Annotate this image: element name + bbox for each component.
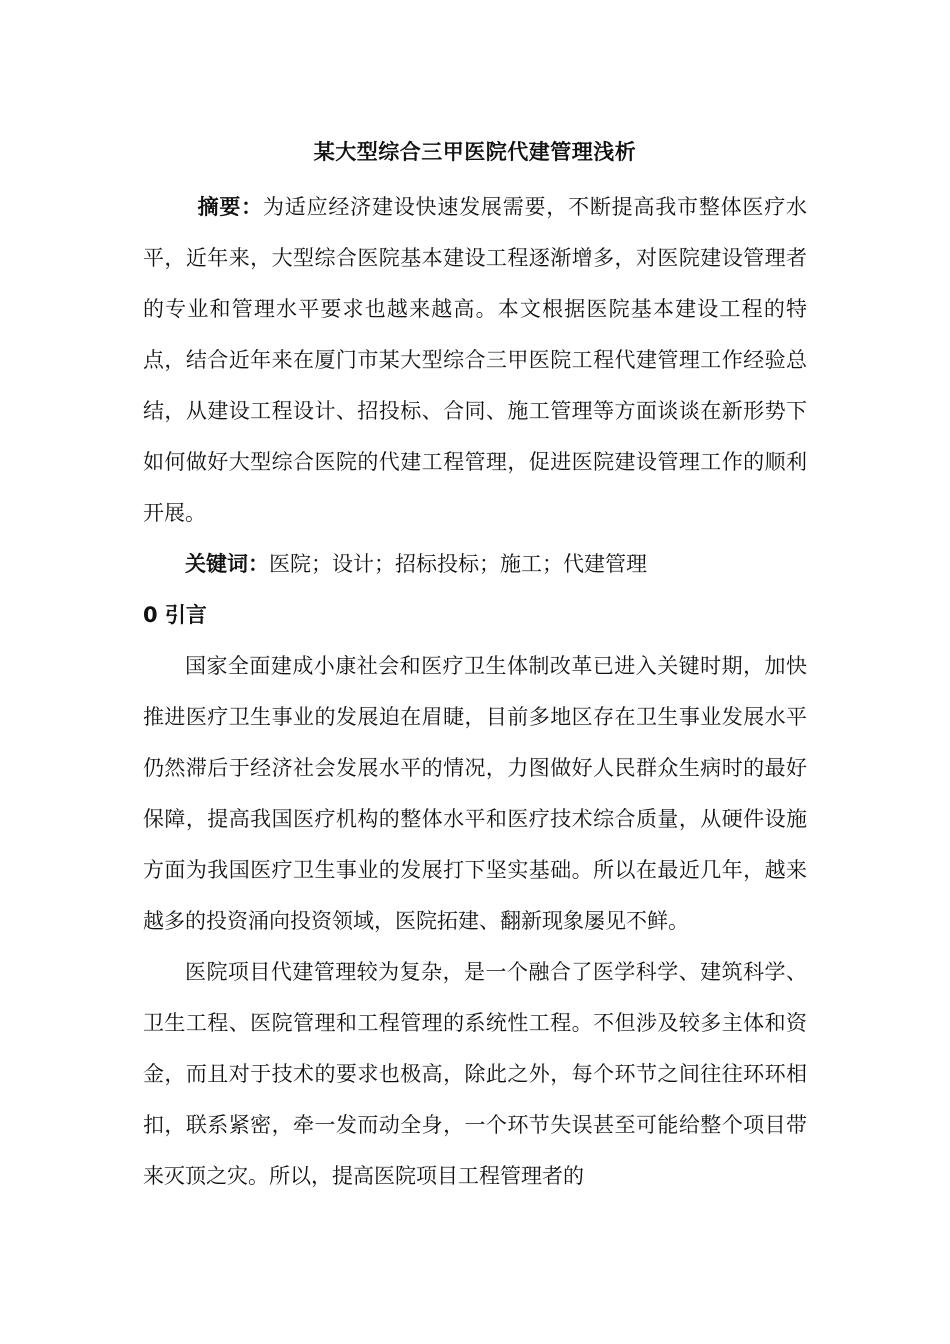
section-heading-introduction: 0 引言 [143, 603, 207, 627]
body-paragraph: 医院项目代建管理较为复杂，是一个融合了医学科学、建筑科学、卫生工程、医院管理和工程管理的系统性工程。不但涉及较多主体和资金，而且对于技术的要求也极高，除此之外，每个环节之间往往环环相扣，联系紧密，牵一发而动全身，一个环节失误甚至可能给整个项目带来灭顶之灾。所以，提高医院项目工程管理者的 [143, 960, 807, 1188]
keywords-text: 医院；设计；招标投标；施工；代建管理 [269, 552, 647, 576]
keywords-label: 关键词： [185, 552, 269, 576]
document-body [143, 132, 807, 1202]
document-title: 某大型综合三甲医院代建管理浅析 [313, 140, 637, 164]
abstract-text: 为适应经济建设快速发展需要，不断提高我市整体医疗水平，近年来，大型综合医院基本建设工程逐渐增多，对医院建设管理者的专业和管理水平要求也越来越高。本文根据医院基本建设工程的特点，结合近年来在厦门市某大型综合三甲医院工程代建管理工作经验总结，从建设工程设计、招投标、合同、施工管理等方面谈谈在新形势下如何做好大型综合医院的代建工程管理，促进医院建设管理工作的顺利开展。 [143, 195, 808, 525]
abstract-label: 摘要： [197, 195, 263, 219]
body-paragraph: 国家全面建成小康社会和医疗卫生体制改革已进入关键时期，加快推进医疗卫生事业的发展迫在眉睫，目前多地区存在卫生事业发展水平仍然滞后于经济社会发展水平的情况，力图做好人民群众生病时的最好保障，提高我国医疗机构的整体水平和医疗技术综合质量，从硬件设施方面为我国医疗卫生事业的发展打下坚实基础。所以在最近几年，越来越多的投资涌向投资领域，医院拓建、翻新现象屡见不鲜。 [143, 654, 807, 933]
keywords-paragraph [143, 539, 807, 590]
abstract-paragraph [143, 182, 807, 539]
